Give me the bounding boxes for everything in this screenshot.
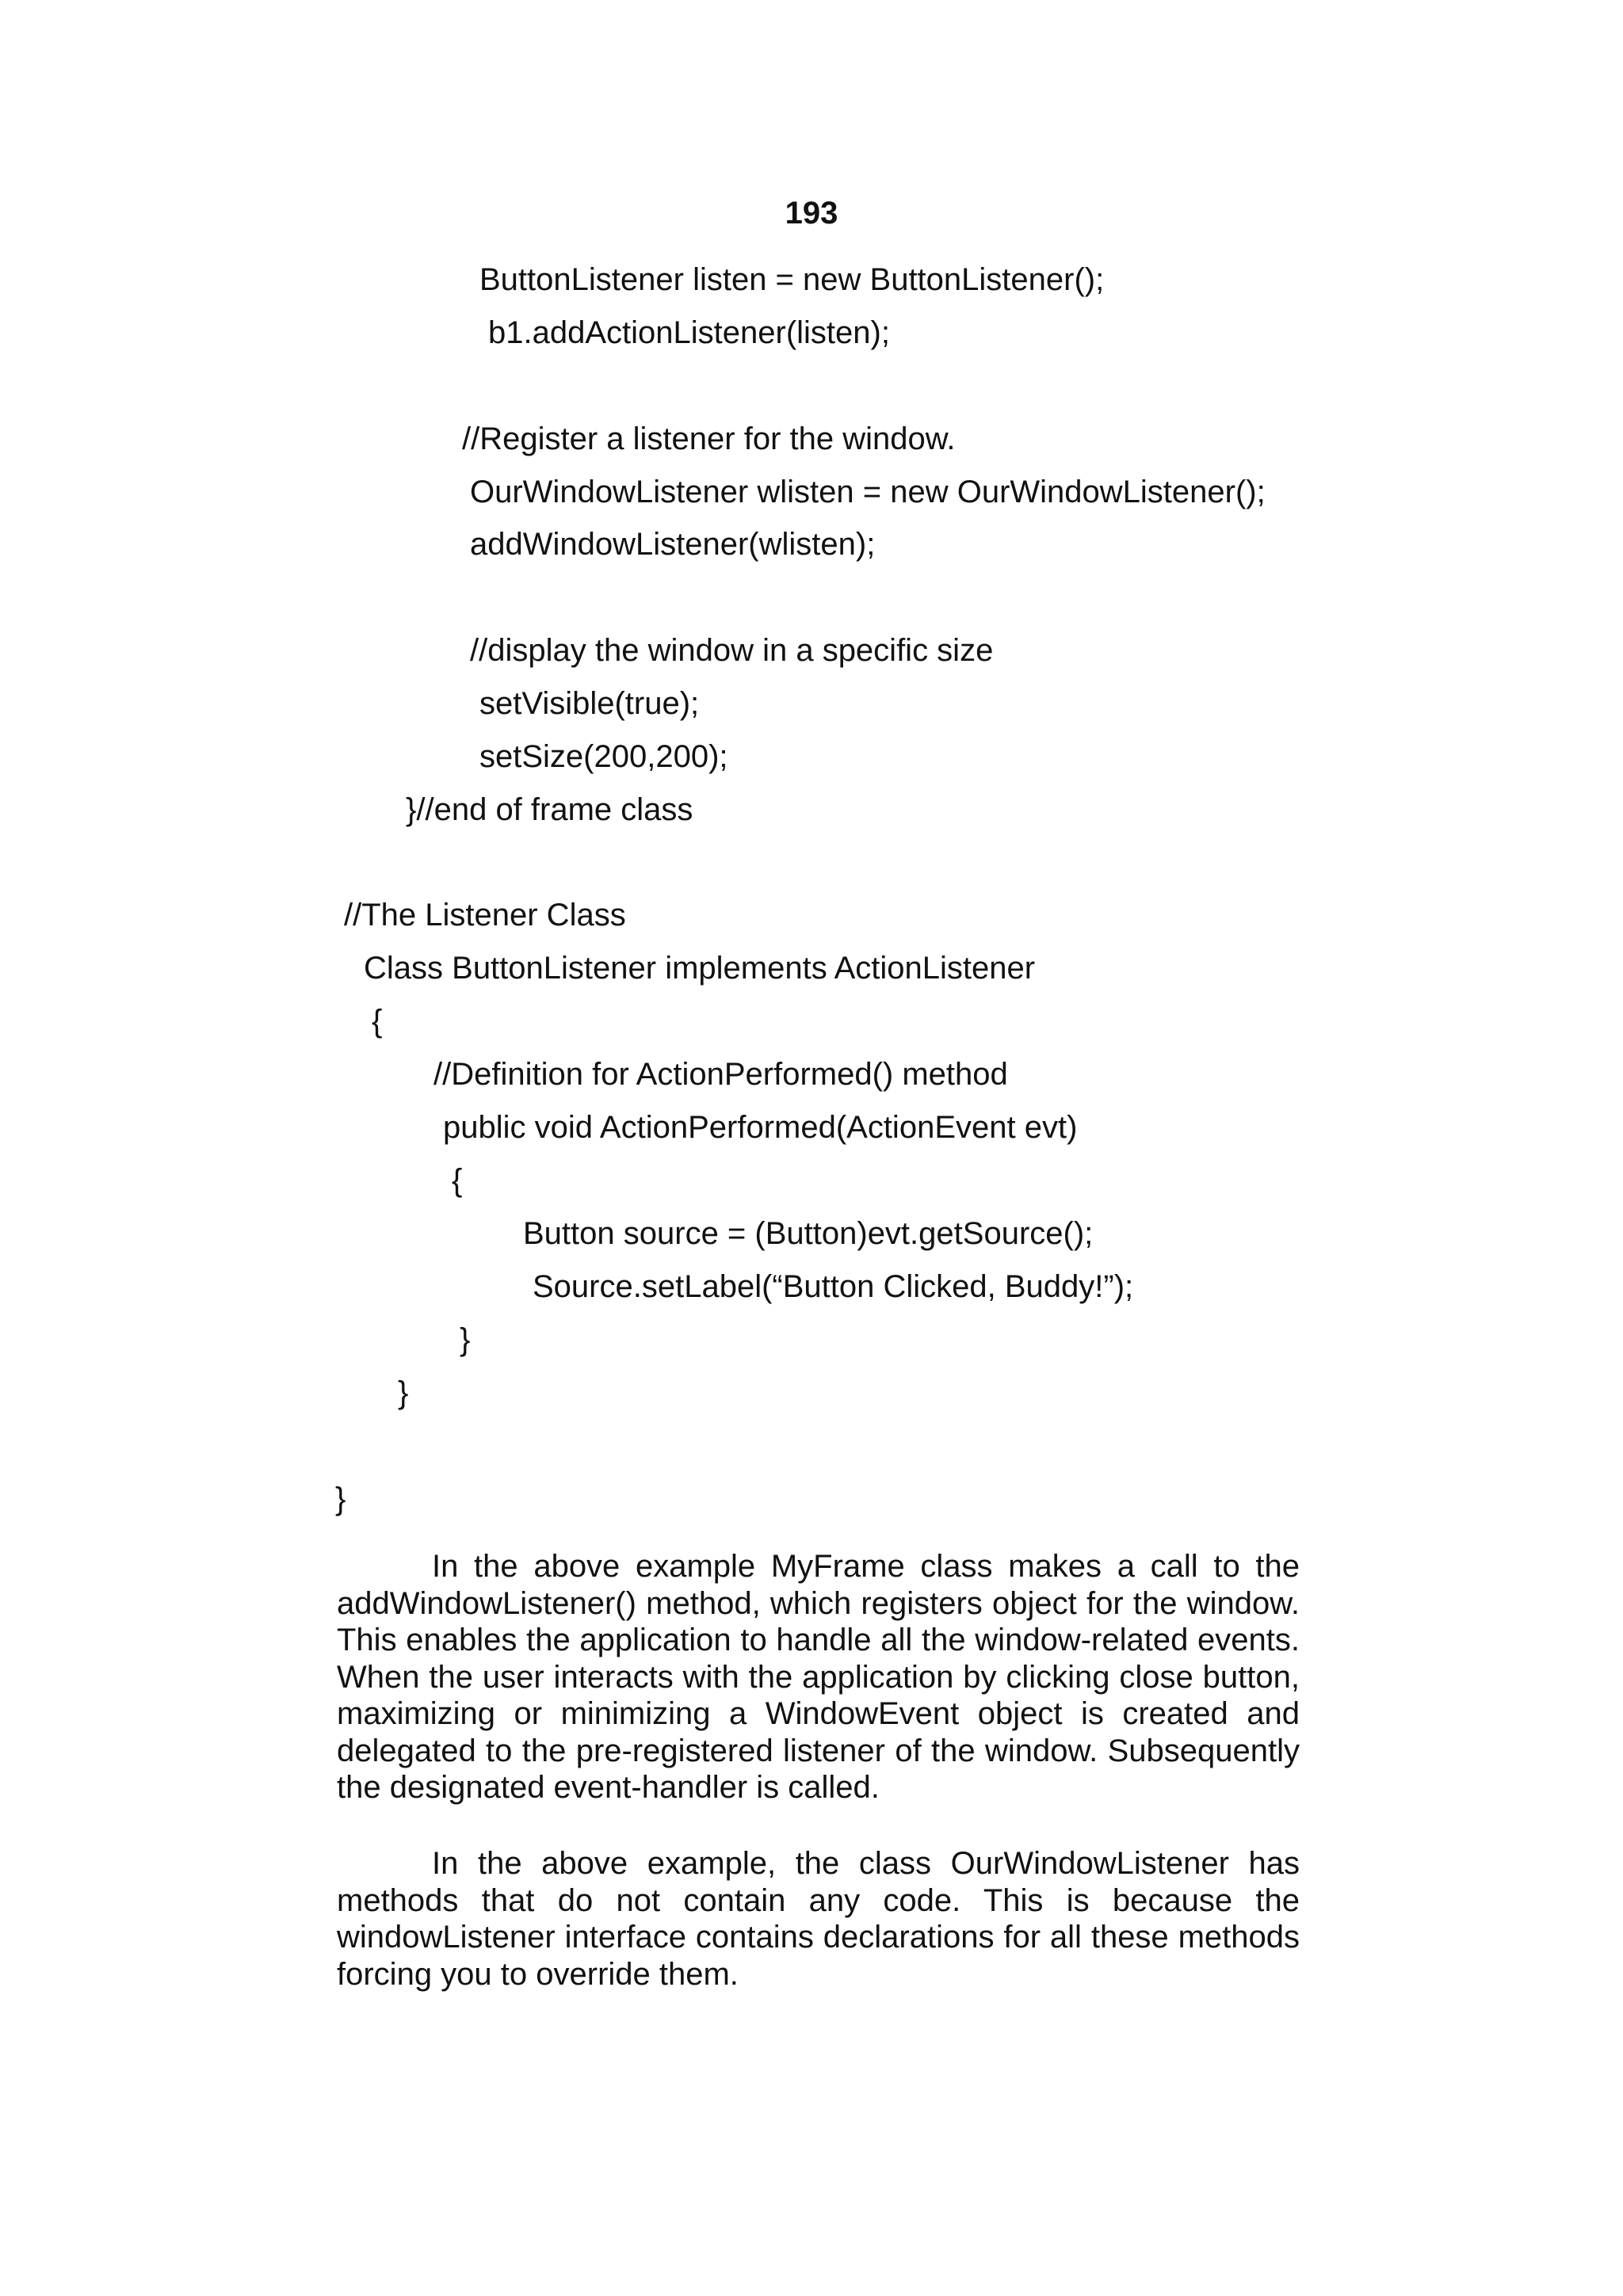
code-line: setSize(200,200); — [479, 739, 728, 774]
page-number: 193 — [785, 196, 838, 231]
paragraph-text: In the above example, the class OurWindowListener has methods that do not contain any code. This is because the windowListener interface contains declarations for all these methods forcing you to override them. — [337, 1846, 1300, 1992]
code-line: { — [452, 1163, 463, 1198]
code-line: //The Listener Class — [344, 898, 626, 933]
code-line: Button source = (Button)evt.getSource(); — [523, 1216, 1094, 1251]
code-line: b1.addActionListener(listen); — [488, 315, 890, 350]
code-line: OurWindowListener wlisten = new OurWindowListener(); — [470, 475, 1266, 509]
code-line: addWindowListener(wlisten); — [470, 527, 876, 562]
code-line: setVisible(true); — [479, 686, 700, 721]
code-line: Source.setLabel(“Button Clicked, Buddy!”); — [533, 1269, 1134, 1304]
code-line: //display the window in a specific size — [470, 633, 994, 668]
body-paragraph — [337, 1548, 1300, 1806]
code-line: { — [372, 1004, 383, 1039]
code-line: //Definition for ActionPerformed() method — [433, 1057, 1008, 1092]
paragraph-text: In the above example MyFrame class makes a call to the addWindowListener() method, which registers object for the window. This enables the application to handle all the window-related events. When the user interacts with the application by clicking close button, maximizing or minimizing a WindowEvent object is created and delegated to the pre-registered listener of the window. Subsequently the designated event-handler is called. — [337, 1549, 1300, 1805]
body-paragraph — [337, 1845, 1300, 1993]
code-line: } — [335, 1482, 346, 1516]
code-line: }//end of frame class — [406, 792, 693, 827]
code-line: public void ActionPerformed(ActionEvent evt) — [443, 1110, 1078, 1145]
code-line: } — [398, 1375, 409, 1410]
code-line: Class ButtonListener implements ActionListener — [364, 951, 1036, 986]
code-line: //Register a listener for the window. — [462, 421, 956, 456]
code-line: ButtonListener listen = new ButtonListener(); — [479, 262, 1105, 297]
code-line: } — [460, 1322, 471, 1357]
